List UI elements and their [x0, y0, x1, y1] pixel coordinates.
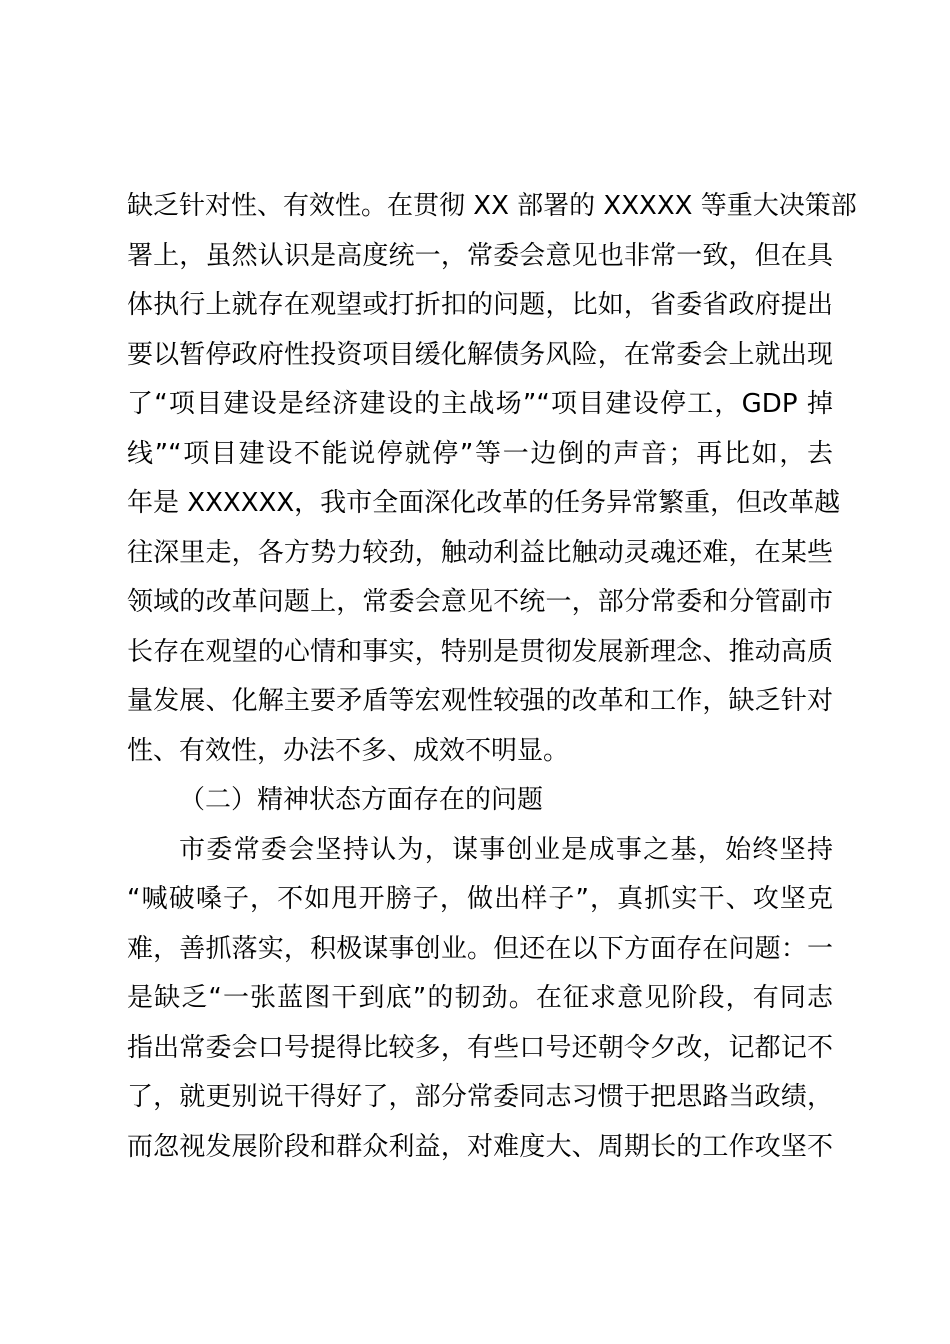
- text-line: 线”“项目建设不能说停就停”等一边倒的声音；再比如，去: [127, 438, 833, 469]
- text-line: 署上，虽然认识是高度统一，常委会意见也非常一致，但在具: [127, 240, 833, 271]
- text-line: 量发展、化解主要矛盾等宏观性较强的改革和工作，缺乏针对: [127, 686, 833, 716]
- text-line: 难，善抓落实，积极谋事创业。但还在以下方面存在问题：一: [127, 933, 833, 964]
- section-heading: （二）精神状态方面存在的问题: [179, 785, 544, 815]
- text-line: 而忽视发展阶段和群众利益，对难度大、周期长的工作攻坚不: [127, 1131, 833, 1162]
- text-line: 长存在观望的心情和事实，特别是贯彻发展新理念、推动高质: [127, 636, 833, 667]
- text-line: 往深里走，各方势力较劲，触动利益比触动灵魂还难，在某些: [127, 537, 833, 568]
- text-line: 了“项目建设是经济建设的主战场”“项目建设停工，GDP 掉: [127, 389, 833, 419]
- text-line: 缺乏针对性、有效性。在贯彻 XX 部署的 XXXXX 等重大决策部: [127, 191, 857, 221]
- text-line: “喊破嗓子，不如甩开膀子，做出样子”，真抓实干、攻坚克: [127, 884, 833, 914]
- text-line: 体执行上就存在观望或打折扣的问题，比如，省委省政府提出: [127, 290, 833, 320]
- text-line: 要以暂停政府性投资项目缓化解债务风险，在常委会上就出现: [127, 339, 833, 370]
- text-line-paragraph-end: 性、有效性，办法不多、成效不明显。: [127, 735, 570, 766]
- text-line: 领域的改革问题上，常委会意见不统一，部分常委和分管副市: [127, 587, 833, 617]
- text-line: 年是 XXXXXX，我市全面深化改革的任务异常繁重，但改革越: [127, 488, 841, 518]
- body-text: [127, 182, 857, 1172]
- paragraph-first-line: 市委常委会坚持认为，谋事创业是成事之基，始终坚持: [179, 834, 833, 865]
- text-line: 了，就更别说干得好了，部分常委同志习惯于把思路当政绩，: [127, 1082, 833, 1112]
- text-line: 指出常委会口号提得比较多，有些口号还朝令夕改，记都记不: [127, 1032, 833, 1063]
- text-line: 是缺乏“一张蓝图干到底”的韧劲。在征求意见阶段，有同志: [127, 983, 833, 1013]
